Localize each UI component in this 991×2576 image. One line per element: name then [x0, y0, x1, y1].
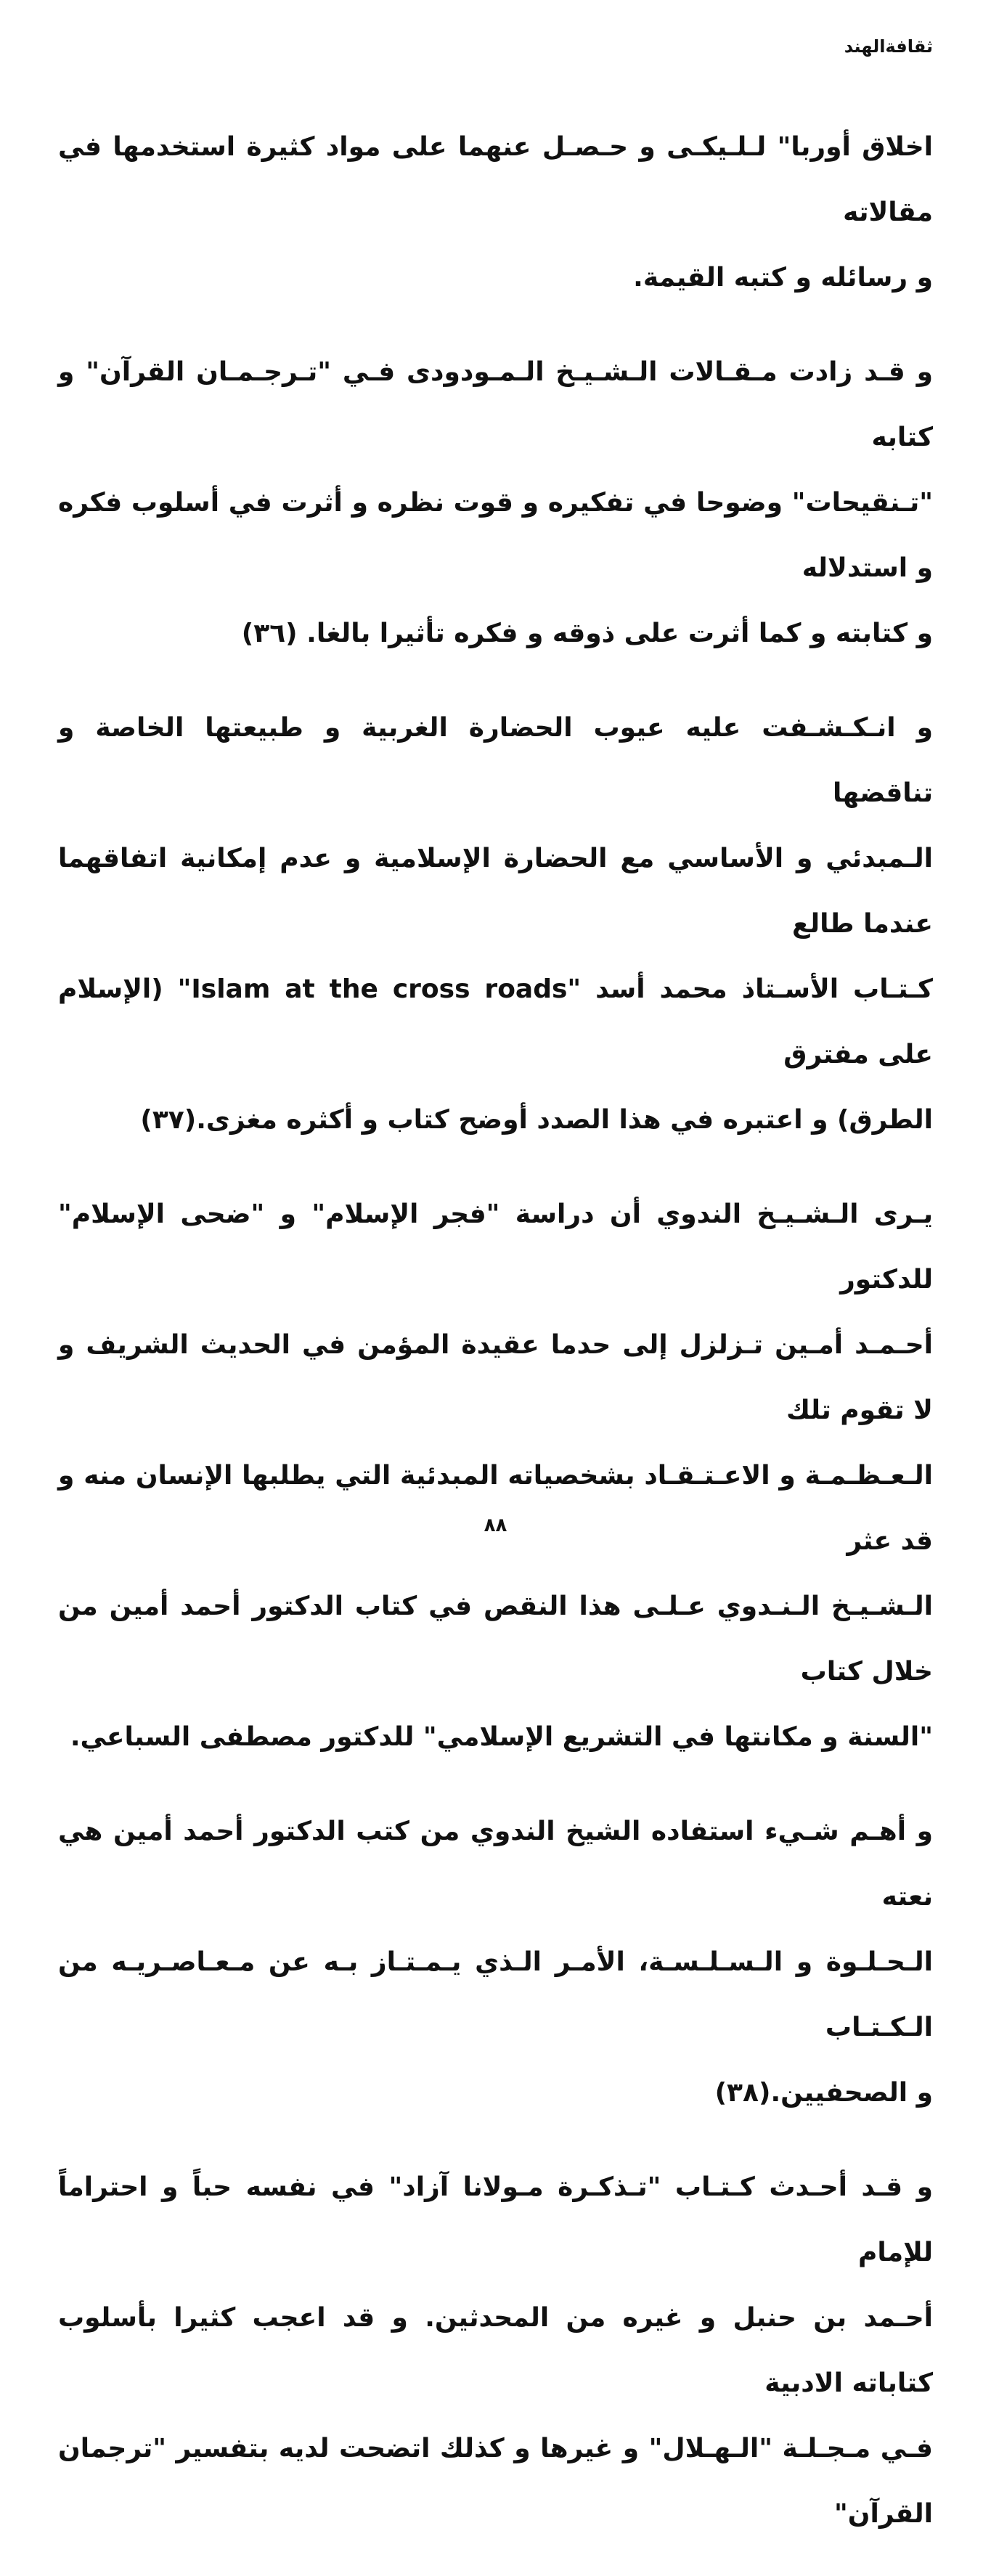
paragraph: يـرى الـشـيـخ الندوي أن دراسة "فجر الإسلام" و "ضحى الإسلام" للدكتور أحـمـد أمـين تـزلزل إلى حدما عقيدة المؤمن في الحديث الشريف و لا تقوم تلك الـعـظـمـة و الاعـتـقـاد بشخصياته المبدئية التي يطلبها الإنسان منه و قد عثر الـشـيـخ الـنـدوي عـلـى هذا النقص في كتاب الدكتور أحمد أمين من خلال كتاب "السنة و مكانتها في التشريع الإسلامي" للدكتور مصطفى السباعي. — [58, 1199, 933, 1752]
paragraph: و انـكـشـفت عليه عيوب الحضارة الغربية و طبيعتها الخاصة و تناقضها الـمبدئي و الأساسي مع الحضارة الإسلامية و عدم إمكانية اتفاقهما عندما طالع كـتـاب الأسـتاذ محمد أسد "Islam at the cross roads" (الإسلام على مفترق الطرق) و اعتبره في هذا الصدد أوضح كتاب و أكثره مغزى.(٣٧) — [58, 713, 933, 1135]
paragraph: و أهـم شـيء استفاده الشيخ الندوي من كتب الدكتور أحمد أمين هي نعته الـحـلـوة و الـسـلـسـة، الأمـر الـذي يـمـتـاز بـه عن مـعـاصـريـه من الـكـتـاب و الصحفيين.(٣٨) — [58, 1817, 933, 2108]
body-text — [58, 115, 933, 2576]
paragraph: و قـد زادت مـقـالات الـشـيـخ الـمـودودى فـي "تـرجـمـان القرآن" و كتابه "تـنقيحات" وضوحا في تفكيره و قوت نظره و أثرت في أسلوب فكره و استدلاله و كتابته و كما أثرت على ذوقه و فكره تأثيرا بالغا. (٣٦) — [58, 357, 933, 648]
page-number: ٨٨ — [484, 1515, 507, 1536]
running-title: ثقافةالهند — [844, 36, 933, 57]
paragraph: اخلاق أوربا" لـلـيكـى و حـصـل عنهما على مواد كثيرة استخدمها في مقالاته و رسائله و كتبه القيمة. — [58, 132, 933, 293]
paragraph: و قـد أحـدث كـتـاب "تـذكـرة مـولانا آزاد" في نفسه حباً و احتراماً للإمام أحـمد بن حنبل و غيره من المحدثين. و قد اعجب كثيرا بأسلوب كتاباته الادبية فـي مـجـلـة "الـهـلال" و غيرها و كذلك اتضحت لديه بتفسير "ترجمان القرآن" — [58, 2172, 933, 2529]
